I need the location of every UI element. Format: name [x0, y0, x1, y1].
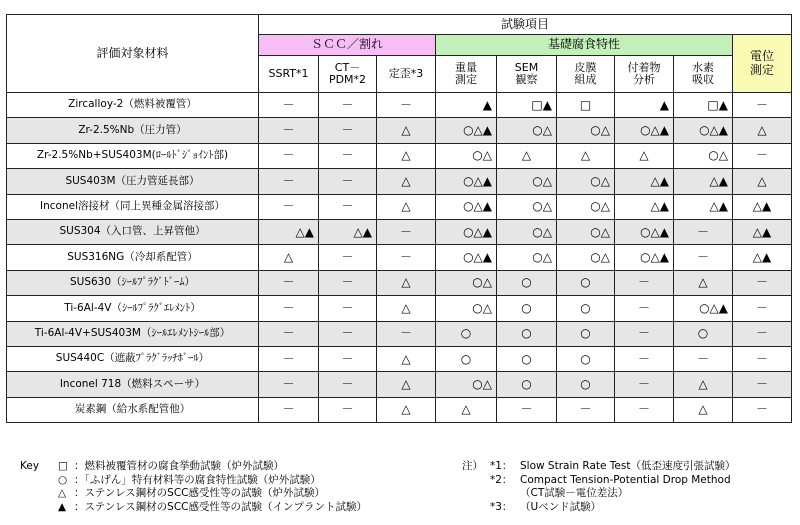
test-cell: △	[436, 397, 497, 422]
test-cell: ○	[557, 270, 615, 295]
test-cell: △	[377, 397, 436, 422]
test-cell: －	[733, 321, 792, 346]
table-body	[7, 93, 792, 423]
test-cell: ○△	[674, 143, 733, 168]
test-cell: △▲	[615, 194, 674, 219]
test-cell: －	[259, 143, 319, 168]
test-cell: △	[377, 296, 436, 321]
test-cell: －	[615, 372, 674, 397]
test-cell: ○△	[557, 219, 615, 244]
potential-header: 電位 測定	[733, 35, 792, 93]
material-name: SUS316NG（冷却系配管）	[7, 245, 259, 270]
test-cell: －	[377, 93, 436, 118]
test-cell: ○	[497, 296, 557, 321]
test-cell: ○△▲	[436, 169, 497, 194]
test-cell: △	[674, 372, 733, 397]
test-cell: △	[674, 270, 733, 295]
test-cell: ▲	[436, 93, 497, 118]
test-cell: ○△	[557, 194, 615, 219]
key-symbol: □	[58, 460, 68, 472]
test-cell: ○△▲	[615, 219, 674, 244]
key-text: ：ステンレス鋼材のSCC感受性等の試験（炉外試験）	[74, 487, 326, 499]
test-cell: －	[259, 346, 319, 371]
col-header-ct-pdm: CT－ PDM*2	[319, 56, 377, 93]
table-row	[7, 245, 792, 270]
test-cell: ○△	[436, 270, 497, 295]
test-cell: －	[615, 397, 674, 422]
test-cell: △	[377, 169, 436, 194]
table-row	[7, 118, 792, 143]
material-name: SUS304（入口管、上昇管他）	[7, 219, 259, 244]
table-row	[7, 143, 792, 168]
test-cell: －	[615, 346, 674, 371]
test-cell: ○△	[557, 169, 615, 194]
test-cell: ○△	[497, 169, 557, 194]
test-cell: －	[557, 397, 615, 422]
table-row	[7, 270, 792, 295]
test-cell: －	[674, 346, 733, 371]
test-cell: △	[557, 143, 615, 168]
test-cell: △▲	[733, 219, 792, 244]
test-cell: －	[259, 372, 319, 397]
test-cell: －	[733, 346, 792, 371]
basic-corrosion-group-header: 基礎腐食特性	[436, 35, 733, 56]
test-cell: ○	[557, 321, 615, 346]
test-cell: △	[377, 270, 436, 295]
test-cell: －	[259, 321, 319, 346]
footnote-label: 注）	[462, 460, 483, 472]
test-cell: ○△▲	[674, 118, 733, 143]
footnote-mark: *1：	[490, 460, 513, 472]
test-cell: ○△▲	[436, 245, 497, 270]
col-header-weight: 重量 測定	[436, 56, 497, 93]
test-cell: －	[319, 118, 377, 143]
test-cell: ○	[436, 321, 497, 346]
table-row	[7, 93, 792, 118]
test-cell: △▲	[615, 169, 674, 194]
col-header-constant-strain: 定歪*3	[377, 56, 436, 93]
col-header-film: 皮膜 組成	[557, 56, 615, 93]
key-symbol: ▲	[58, 500, 67, 513]
test-cell: －	[259, 169, 319, 194]
footnote-text: （Uベンド試験）	[520, 500, 602, 513]
test-cell: ○	[497, 346, 557, 371]
test-cell: ○△	[436, 372, 497, 397]
test-cell: △▲	[674, 194, 733, 219]
table-row	[7, 372, 792, 397]
material-name: SUS630（ｼｰﾙﾌﾟﾗｸﾞﾄﾞｰﾑ）	[7, 270, 259, 295]
test-cell: －	[259, 118, 319, 143]
test-cell: －	[319, 346, 377, 371]
test-cell: －	[733, 296, 792, 321]
table-row	[7, 219, 792, 244]
test-cell: ○	[557, 372, 615, 397]
material-name: Zircalloy-2（燃料被覆管）	[7, 93, 259, 118]
test-cell: △	[377, 143, 436, 168]
test-cell: △	[377, 372, 436, 397]
test-cell: △	[733, 169, 792, 194]
test-cell: △	[497, 143, 557, 168]
material-name: Zr-2.5%Nb+SUS403M(ﾛｰﾙﾄﾞｼﾞｮｲﾝﾄ部)	[7, 143, 259, 168]
test-cell: △	[615, 143, 674, 168]
test-cell: ○	[497, 372, 557, 397]
test-cell: －	[259, 93, 319, 118]
test-cell: －	[319, 321, 377, 346]
test-cell: △	[377, 346, 436, 371]
test-cell: －	[497, 397, 557, 422]
table-row	[7, 296, 792, 321]
test-cell: －	[259, 296, 319, 321]
test-cell: □▲	[674, 93, 733, 118]
test-cell: △	[377, 194, 436, 219]
test-cell: ○	[557, 346, 615, 371]
footnote-text: Compact Tension-Potential Drop Method	[520, 473, 731, 486]
material-name: Ti-6Al-4V（ｼｰﾙﾌﾟﾗｸﾞｴﾚﾒﾝﾄ）	[7, 296, 259, 321]
test-cell: －	[319, 296, 377, 321]
test-cell: △	[733, 118, 792, 143]
key-text: ：ステンレス鋼材のSCC感受性等の試験（インプラント試験）	[74, 500, 368, 513]
test-cell: ○△	[557, 245, 615, 270]
material-name: Zr-2.5%Nb（圧力管）	[7, 118, 259, 143]
table-row	[7, 346, 792, 371]
test-cell: ○△	[436, 143, 497, 168]
material-name: Inconel 718（燃料スペーサ）	[7, 372, 259, 397]
test-cell: △▲	[674, 169, 733, 194]
key-label: Key	[20, 460, 40, 472]
test-cell: －	[377, 219, 436, 244]
test-cell: －	[674, 245, 733, 270]
test-items-header: 試験項目	[259, 15, 792, 35]
test-cell: －	[259, 194, 319, 219]
test-cell: －	[259, 397, 319, 422]
test-cell: ○△	[497, 118, 557, 143]
test-cell: △▲	[319, 219, 377, 244]
material-name: Ti-6Al-4V+SUS403M（ｼｰﾙｴﾚﾒﾝﾄｼｰﾙ部）	[7, 321, 259, 346]
key-text: ：「ふげん」特有材料等の腐食特性試験（炉外試験）	[74, 473, 321, 486]
material-name: Inconel溶接材（同上異種金属溶接部）	[7, 194, 259, 219]
table-row	[7, 169, 792, 194]
test-cell: －	[319, 372, 377, 397]
test-cell: －	[319, 194, 377, 219]
footnote-text: Slow Strain Rate Test（低歪速度引張試験）	[520, 460, 736, 472]
test-cell: ○△	[436, 296, 497, 321]
test-cell: －	[674, 219, 733, 244]
test-cell: ○△	[557, 118, 615, 143]
test-cell: □▲	[497, 93, 557, 118]
test-cell: △	[674, 397, 733, 422]
test-cell: ○△	[497, 219, 557, 244]
test-cell: ○	[497, 270, 557, 295]
key-text: ：燃料被覆管材の腐食挙動試験（炉外試験）	[74, 460, 284, 472]
col-header-hydrogen: 水素 吸収	[674, 56, 733, 93]
test-cell: －	[615, 270, 674, 295]
eval-target-header: 評価対象材料	[7, 15, 259, 93]
table-row	[7, 321, 792, 346]
test-cell: －	[733, 270, 792, 295]
test-cell: －	[733, 143, 792, 168]
col-header-deposit: 付着物 分析	[615, 56, 674, 93]
test-cell: －	[615, 296, 674, 321]
test-cell: －	[733, 93, 792, 118]
test-cell: －	[377, 321, 436, 346]
test-cell: －	[319, 397, 377, 422]
test-cell: ○△▲	[436, 219, 497, 244]
footnote-text: （CT試験－電位差法）	[520, 487, 629, 499]
test-cell: □	[557, 93, 615, 118]
test-cell: ○	[497, 321, 557, 346]
test-cell: ○	[557, 296, 615, 321]
test-cell: ○△	[497, 245, 557, 270]
material-name: SUS440C（遮蔽ﾌﾟﾗｸﾞﾗｯﾁﾎﾞｰﾙ）	[7, 346, 259, 371]
test-cell: －	[319, 143, 377, 168]
test-cell: －	[319, 245, 377, 270]
test-cell: ○△▲	[615, 118, 674, 143]
col-header-ssrt: SSRT*1	[259, 56, 319, 93]
test-cell: △▲	[733, 194, 792, 219]
test-cell: －	[377, 245, 436, 270]
test-cell: －	[319, 93, 377, 118]
footnote-mark: *3：	[490, 500, 513, 513]
key-symbol: △	[58, 487, 67, 499]
test-cell: △	[377, 118, 436, 143]
test-cell: △▲	[733, 245, 792, 270]
test-cell: －	[319, 270, 377, 295]
test-cell: △	[259, 245, 319, 270]
test-cell: ▲	[615, 93, 674, 118]
key-symbol: ○	[58, 473, 68, 486]
table-row	[7, 397, 792, 422]
material-name: SUS403M（圧力管延長部）	[7, 169, 259, 194]
table-row	[7, 194, 792, 219]
test-cell: ○	[436, 346, 497, 371]
test-cell: ○△▲	[674, 296, 733, 321]
scc-group-header: ＳＣＣ／割れ	[259, 35, 436, 56]
test-cell: ○	[674, 321, 733, 346]
material-name: 炭素鋼（給水系配管他）	[7, 397, 259, 422]
col-header-sem: SEM 観察	[497, 56, 557, 93]
test-cell: ○△▲	[615, 245, 674, 270]
footnote-mark: *2：	[490, 473, 513, 486]
test-cell: －	[319, 169, 377, 194]
test-cell: －	[615, 321, 674, 346]
test-cell: ○△▲	[436, 118, 497, 143]
test-cell: －	[259, 270, 319, 295]
test-cell: ○△	[497, 194, 557, 219]
test-matrix-table	[6, 14, 792, 423]
test-cell: －	[733, 372, 792, 397]
test-cell: ○△▲	[436, 194, 497, 219]
test-cell: △▲	[259, 219, 319, 244]
test-cell: －	[733, 397, 792, 422]
